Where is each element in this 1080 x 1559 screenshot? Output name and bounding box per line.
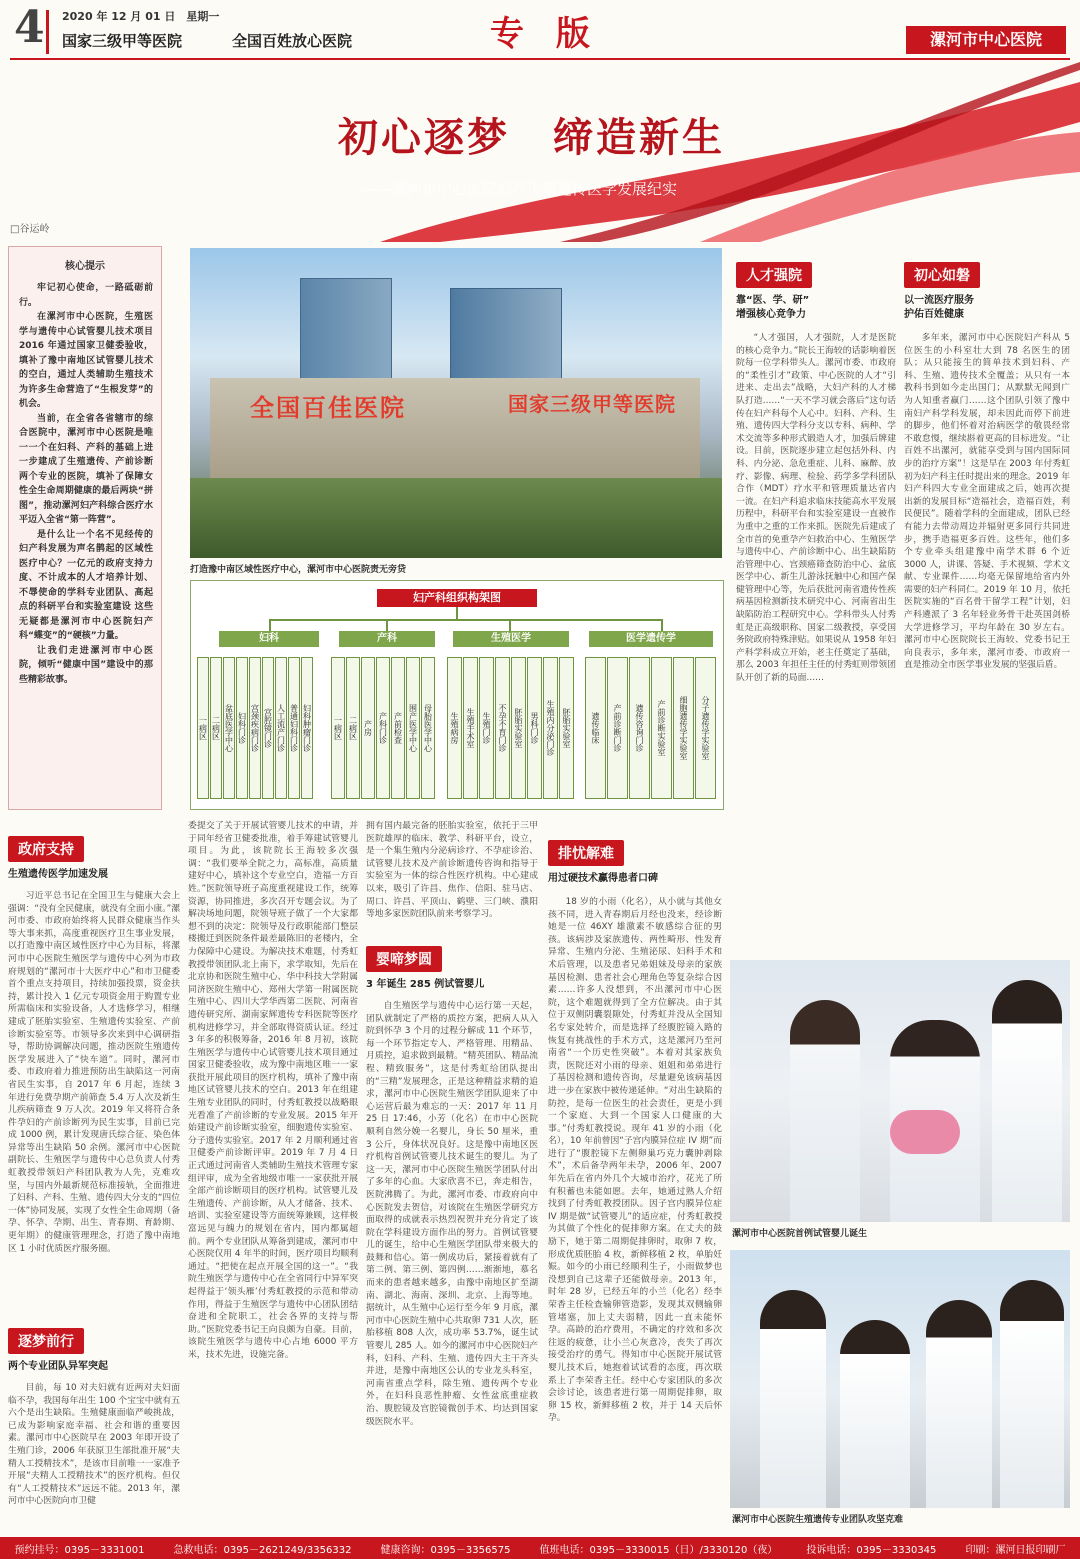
header-bar	[46, 10, 49, 54]
org-group-genetics: 医学遗传学	[589, 631, 713, 647]
doctor-2-figure	[840, 1320, 910, 1508]
org-leaf: 一病区	[197, 657, 209, 799]
issue-date: 2020 年 12 月 01 日 星期一	[62, 10, 220, 23]
origin-sub-2: 护佑百姓健康	[904, 309, 964, 320]
tips-text	[19, 281, 153, 687]
org-leaf: 不孕不育门诊	[495, 657, 510, 799]
author: □谷运岭	[10, 224, 50, 235]
worry-sub: 用过硬技术赢得患者口碑	[548, 873, 658, 884]
worry-para: 18 岁的小雨（化名），从小就与其他女孩不同，进入青春期后月经也没来，经诊断她是一位 46XY 雄激素不敏感综合征的男孩。该病涉及家族遗传、两性畸形、性发育异常、生殖内分泌、生殖泌尿、妇科手术和术后管理，以及患者兄弟姐妹及母亲的家族基因检测、患者社会心理角色等复杂综合因素……许多人没想到，不出漯河市中心医院，这个难题就得到了全方位解决。由于其位于双侧阴囊裂隙处，付秀虹并没从全国知名专家处转介，而是选择了经腹腔镜入路的恢复有挑战性的手术方式，这是漯河乃至河南省“一个历史性突破”。本着对其家族负责，医院还对小雨的母亲、姐姐和弟弟进行了基因检测和遗传咨询，尽量避免该病基因进一步在家族中被传递延伸。“对出生缺陷的防控，是每一位医生的社会责任，更是小到一个家庭、大到一个国家人口健康的大事。”付秀虹教授说。现年 41 岁的小雨（化名），10 年前曾因“子宫内膜异位症 IV 期”而进行了“腹腔镜下左侧卵巢巧克力囊肿剥除术”，术后备孕两年未孕，2006 年、2007 年先后在省内外几个大城市治疗，花光了所有积蓄也未能如愿。去年，她通过熟人介绍找到了付秀虹教授团队。因子宫内膜异位症 IV 期是做“试管婴儿”的适应症，付秀虹教授为其做了个性化的促排卵方案。在丈夫的鼓励下，她于第二周期促排卵时，取卵 7 枚，形成优质胚胎 4 枚，新鲜移植 2 枚，单胎妊娠。如今的小雨已经顺利生子，小雨做梦也没想到自己这辈子还能做母亲。2013 年，时年 28 岁，已经五年的小兰（化名）经李荣香主任检查输卵管造影，发现其双侧输卵管堵塞，加上丈夫弱精，因此一直未能怀孕。高龄的治疗费用，不确定的疗效和多次往返的疲惫，让小兰心灰意冷，丧失了再次接受治疗的勇气。得知市中心医院开展试管婴儿技术后，她抱着试试看的态度，再次联系上了李荣香主任。经中心专家团队的多次会诊讨论，该患者进行第一周期促排卵，取卵 15 枚，新鲜移植 2 枚，并于 14 天后怀孕。	[548, 897, 722, 1424]
baby-photo	[730, 960, 1070, 1222]
org-leaf: 产房	[361, 657, 375, 799]
talent-para: “人才强国，人才强院，人才是医院的核心竞争力。”院长王海较的话影响着医院每一位学科带头人。漯河市委、市政府的“柔性引才”政策、中心医院的人才“引进来、走出去”战略，大妇产科的人才梯队打造……“一天不学习就会落后”这句话传在妇产科每个人心中。妇科、产科、生殖、遗传四大学科分支以专科、病种、学术交流等多种形式锻造人才，加强后牌建设。目前，医院逐步建立起包括外科、内科、内分泌、急危重症、儿科、麻醉、放疗、影像、病理、检验、药学多学科团队合作（MDT）疗水平和管理质量达省内一流。在妇产科追求临床技能高水平发展历程中，科研平台和实验室建设一直被作为重中之重的工作来抓。医院先后建成了全市首的免重孕产妇救治中心、生殖医学与遗传中心、产前诊断中心、出生缺陷防治管理中心、宫颈癌筛查防治中心、盆底医学中心、新生儿游泳抚触中心和国产保健管理中心等，先后获批河南省遗传性疾病基因检测新技术研究中心、河南省出生缺陷防治工程研究中心。学科带头人付秀虹是正高级职称、国家二级教授，享受国务院政府特殊津贴。如果说从 1958 年妇产科学科成立开始，老主任奠定了基础，那么 2003 年担任主任的付秀虹则带领团队开创了新的局面……	[736, 333, 896, 684]
dream-tag: 逐梦前行	[8, 1328, 84, 1354]
core-tips-box	[8, 246, 162, 810]
origin-sub-1: 以一流医疗服务	[904, 295, 974, 306]
org-leaf: 人工流产门诊	[275, 657, 287, 799]
talent-text	[736, 332, 896, 854]
org-leaf: 宫颈疾病门诊	[249, 657, 261, 799]
org-leaf: 二病区	[210, 657, 222, 799]
org-group-obstetrics: 产科	[339, 631, 435, 647]
org-leaf: 分子遗传学实验室	[695, 657, 716, 799]
org-leaf: 宫腔镜门诊	[262, 657, 274, 799]
trees-foreground	[190, 478, 722, 558]
baby-tag: 婴啼梦圆	[366, 946, 442, 972]
org-group-reproductive: 生殖医学	[453, 631, 569, 647]
tips-para: 在漯河市中心医院，生殖医学与遗传中心试管婴儿技术项目 2016 年通过国家卫健委验收，填补了豫中南地区试管婴儿技术的空白，通过人类辅助生殖技术为许多生命营造了“生根发芽”的机会。	[19, 312, 153, 409]
worry-tag: 排忧解难	[548, 840, 624, 866]
photo2-caption: 漯河市中心医院首例试管婴儿诞生	[732, 1229, 868, 1239]
baby-sub: 3 年诞生 285 例试管婴儿	[366, 979, 485, 990]
tips-para: 让我们走进漯河市中心医院，倾听“健康中国”建设中的那些精彩故事。	[19, 645, 153, 685]
gov-para: 习近平总书记在全国卫生与健康大会上强调：“没有全民健康，就没有全面小康。”漯河市委、市政府始终将人民群众健康当作头等大事来抓，高度重视医疗卫生事业发展，以打造豫中南区域性医疗中心为目标，将漯河市中心医院生殖医学与遗传中心列为市政府规划的“漯河市十大医疗中心”和市卫健委首个重点支持项目，持续加强投票，资金扶持，累计投入 1 亿元专项资金用于购置专业所需临床和实验设备，人才选修学习，相继建成了胚胎实验室、生殖遗传实验室、产前诊断实验室等。市领导多次来到中心调研指导，帮助协调解决问题，推动医院生殖遗传医学发展进入了“快车道”。同时，漯河市委、市政府着力推进预防出生缺陷这一河南省民生实事，自 2017 年 6 月起，连续 3 年进行免费孕期产前筛查 5.4 万人次及新生儿疾病筛查 9 万人次。2019 年又将符合条件孕妇的产前诊断列为民生实事，目前已完成 1000 例，累计发现唐氏综合征、染色体异常等出生缺陷 50 余例。漯河市中心医院副院长、生殖医学与遗传中心总负责人付秀虹教授带领妇产科团队教为人先，克难攻坚，与国内外最新规范标准接轨，全面推进了妇科、产科、生殖、遗传四大分支的“四位一体”协同发展，实现了女性全生命周期（备孕、怀孕、孕期、出生、青春期、育龄期、更年期）的健康管理理念，打造了豫中南地区 1 小时优质医疗服务圈。	[8, 891, 180, 1254]
header-rule	[10, 58, 1070, 60]
org-connector	[269, 619, 271, 631]
tips-para: 当前，在全省各省辖市的综合医院中，漯河市中心医院是唯一一个在妇科、产科的基础上进一步建成了生殖遗传、产前诊断两个专业的医院，填补了保障女性全生命周期健康的最后两块“拼图”，推动漯河妇产科综合医疗水平迈入全省“第一阵营”。	[19, 413, 153, 525]
tips-para: 牢记初心使命，一路砥砺前行。	[19, 283, 153, 308]
page-header	[0, 0, 1080, 62]
footer-consult: 健康咨询：0395－3356575	[380, 1544, 511, 1556]
org-leaf: 盆底医学中心	[223, 657, 235, 799]
org-leaf: 产前诊断门诊	[607, 657, 628, 799]
page-number: 4	[14, 2, 45, 53]
footer-printer: 印刷：漯河日报印刷厂	[965, 1544, 1066, 1556]
section-title: 专 版	[490, 14, 600, 54]
hospital-photo	[190, 248, 722, 558]
gov-tag: 政府支持	[8, 836, 84, 862]
mid2-para: 拥有国内最完备的胚胎实验室，依托于三甲医院雄厚的临床、教学、科研平台，设立，是一个集生殖内分泌病诊疗、不孕症诊治、试管婴儿技术及产前诊断遗传咨询和指导于实验室为一体的综合性医疗机构。中心建成以来，吸引了许昌、焦作、信阳、驻马店、周口、许昌、平顶山、鹤壁、三门峡、濮阳等地多家医院团队前来考察学习。	[366, 821, 538, 920]
photo1-caption: 打造豫中南区域性医疗中心，漯河市中心医院责无旁贷	[190, 565, 407, 575]
org-leaf: 二病区	[346, 657, 360, 799]
doctor-3-figure	[926, 1300, 992, 1508]
org-connector	[456, 607, 458, 619]
slogan-1: 国家三级甲等医院	[62, 32, 183, 50]
worry-text	[548, 896, 722, 1536]
sub-title: ——漯河市中心医院妇产生殖遗传医学发展纪实	[362, 180, 678, 198]
footer-complaint: 投诉电话：0395－3330345	[806, 1544, 937, 1556]
dream-para: 目前，每 10 对夫妇就有近两对夫妇面临不孕，我国每年出生 100 个宝宝中就有五六个是出生缺陷。生殖健康面临严峻挑战，已成为影响家庭幸福、社会和谐的重要因素。漯河市中心医院早在 2003 年即开设了生殖门诊，2006 年获原卫生部批准开展“夫精人工授精技术”，是该市目前唯一一家准予开展“夫精人工授精技术”的医疗机构。但仅有“人工授精技术”远远不能。2013 年，漯河市中心医院向市卫健	[8, 1383, 180, 1507]
org-leaf: 生殖门诊	[479, 657, 494, 799]
gov-sub: 生殖遗传医学加速发展	[8, 869, 108, 880]
org-leaf: 母胎医学中心	[421, 657, 435, 799]
sign-right: 国家三级甲等医院	[508, 392, 676, 416]
nurse-figure	[790, 1000, 860, 1222]
origin-para: 多年来，漯河市中心医院妇产科从 5 位医生的小科室壮大到 78 名医生的团队；从只能接生的简单技术到妇科、产科、生殖、遗传技术全覆盖；从只有一本教科书到如今走出国门；从默默无闻到广为人知重者赢门……这个团队引领了豫中南妇产科学科发展，却未因此而停下前进的脚步，他们怀着对治病医学的敬畏经常不敢怠慢，继续斟着更高的目标进发。“让百姓不出漯河，就能享受到与国内国际同步的治疗方案”！这是早在 2003 年付秀虹初为妇产科主任时提出来的理念。2019 年妇产科四大专业全面建成之后，她再次提出新的发展目标“造福社会，造福百姓，利民便民”。随着学科的全面建成，团队已经有能力去带动周边并辐射更多同行共同进步，携手造福更多百姓。这些年，他们多个专业牵头组建豫中南学术群 6 个近 3000 人，讲课、答疑、手术视频、学术文献、专业课件……均毫无保留地给省内外需要的妇产科同仁。2019 年 10 月，依托医院实施的“百名骨干留学工程”计划，妇产科遴派了 3 名年轻业务骨干赴英国剑桥大学进修学习，平均年龄在 30 岁左右。漯河市中心医院院长王海较、党委书记王向良表示，多年来，漯河市委、市政府一直是推动全市医学事业发展的坚强后盾。	[904, 333, 1070, 671]
mid2-text	[366, 820, 538, 936]
mid2-section	[366, 820, 538, 1530]
brand-logo: 漯河市中心医院	[906, 26, 1066, 54]
mid1-para: 委提交了关于开展试管婴儿技术的申请，并于同年经省卫健委批准，着手筹建试管婴儿项目。为此，该院院长王海较多次强调：“我们要举全院之力，高标准，高质量建好中心，填补这个专业空白，造福一方百姓。”医院领导班子高度重视建设工作，统筹资源，协同推进，多次召开专题会议。为了解决场地问题，院领导班子做了一个大家都想不到的决定：院领导及行政职能部门整层楼搬迁到医院条件最差最陈旧的老楼内，全力保障中心建设。为解决技术难题，付秀虹教授带领团队北上南下，求学取知，先后在北京协和医院生殖中心、华中科技大学附属同济医院生殖中心、郑州大学第一附属医院生殖中心、四川大学华西第二医院、河南省遗传研究所、湖南家辉遗传专科医院等医疗机构进修学习，并全部取得资质认证。经过 3 年多的积极筹备，2016 年 8 月初，该院生殖医学与遗传中心试管婴儿技术项目通过国家卫健委验收，成为豫中南地区唯一一家获批开展此项目的医疗机构，填补了豫中南地区试管婴儿技术的空白。2013 年在组建生殖专业团队的同时，付秀虹教授以战略眼光看准了产前诊断的专业发展。2015 年开始建设产前诊断实验室，细胞遗传实验室、分子遗传实验室。2017 年 2 月顺利通过省卫健委产前诊断评审。2019 年 7 月 4 日正式通过河南省人类辅助生殖技术管理专家组评审，成为全省地级市唯一一家获批开展全部产前诊断项目的医疗机构。试管婴儿及生殖遗传、产前诊断，从人才储备、技术、培训、实验室建设等方面统筹兼顾，这样极富远见与魄力的规划在省内，国内都属超前。两个专业团队从筹备到建成，漯河市中心医院仅用 4 年半的时间，医疗项目均顺利通过。“把使在起点开展全国的这一”。“我院生殖医学与遗传中心在全省同行中异军突起得益于‘领头雁’付秀虹教授的示范和带动作用，得益于生殖医学与遗传中心团队团结奋进和全院职工，社会各界的支持与帮助。”医院党委书记王向良颇为自豪。目前，该院生殖医学与遗传中心占地 6000 平方米，技术先进，设施完备。	[188, 821, 358, 1360]
footer-bar	[0, 1537, 1080, 1559]
talent-section	[736, 262, 896, 854]
slogan-2: 全国百姓放心医院	[232, 32, 353, 50]
org-connector	[661, 619, 663, 631]
org-chart	[190, 580, 724, 810]
title-banner	[0, 62, 1080, 242]
origin-section	[904, 262, 1070, 1021]
org-leaf: 一病区	[331, 657, 345, 799]
baby-para: 自生殖医学与遗传中心运行第一天起，团队就制定了严格的质控方案，把病人从入院到怀孕 3 个月的过程分解成 11 个环节，每一个环节指定专人、严格管理、用精品、月质控，追求做到最精。“精英团队、精品流程、精致服务”，这是付秀虹给团队提出的“三精”发展理念，正是这种精益求精的追求，漯河市中心医院生殖医学团队迎来了中心运营后最为难忘的一天：2017 年 11 月 25 日 17:46，小芳（化名）在市中心医院顺利自然分娩一名婴儿，身长 50 厘米，重 3 公斤，身体状况良好。这是豫中南地区医疗机构首例试管婴儿技术诞生的婴儿。为了这一天，漯河市中心医院生殖医学团队付出了多年的心血。大家欣喜不已，奔走相告，医院沸腾了。为此，漯河市委、市政府向中心医院发去贺信，对该院在生殖医学研究方面取得的成就表示热烈祝贺并充分肯定了该院在学科建设方面作出的努力。首例试管婴儿的诞生，给中心生殖医学团队带来极大的鼓舞和信心。第一例成功后，紧接着就有了第二例、第三例、第四例……渐渐地，慕名而来的患者越来越多，由豫中南地区扩至湖南、湖北、海南、深圳、北京、上海等地。据统计，从生殖中心运行至今年 9 月底，漯河市中心医院生殖中心共取卵 731 人次，胚胎移植 808 人次，成功率 53.7%，诞生试管婴儿 285 人。如今的漯河市中心医院妇产科，妇科、产科、生殖、遗传四大主干齐头并进，是豫中南地区公认的专业龙头科室，河南省重点学科，除生殖、遗传两个专业外，在妇科良恶性肿瘤、女性盆底重症救治、腹腔镜及宫腔镜微创手术、均达到国家级医院水平。	[366, 1001, 538, 1427]
team-photo	[730, 1250, 1070, 1508]
doctor-figure	[992, 980, 1062, 1222]
gov-section	[8, 836, 180, 1338]
org-leaf: 普通妇科门诊	[288, 657, 300, 799]
talent-sub-1: 靠“医、学、研”	[736, 295, 810, 306]
mid1-text	[188, 820, 358, 1532]
org-chart-title: 妇产科组织构架图	[377, 589, 537, 607]
org-leaf: 生殖手术室	[463, 657, 478, 799]
talent-tag: 人才强院	[736, 262, 812, 288]
org-connector	[509, 619, 511, 631]
org-leaf: 生殖病房	[447, 657, 462, 799]
org-leaf: 妇科肿瘤门诊	[301, 657, 313, 799]
baby-bundle	[890, 1110, 960, 1154]
footer-emergency: 急救电话：0395－2621249/3356332	[173, 1544, 352, 1556]
footer-duty: 值班电话：0395－3330015（日）/3330120（夜）	[539, 1544, 778, 1556]
dream-text	[8, 1382, 180, 1542]
org-connector	[386, 619, 388, 631]
talent-sub-2: 增强核心竞争力	[736, 309, 806, 320]
org-leaf: 胚胎实验室	[559, 657, 574, 799]
tips-label: 核心提示	[65, 261, 105, 272]
org-leaf: 胚胎实验室	[511, 657, 526, 799]
org-leaf: 围产医学中心	[406, 657, 420, 799]
origin-tag: 初心如磐	[904, 262, 980, 288]
gov-text	[8, 890, 180, 1338]
tips-para: 是什么让一个名不见经传的妇产科发展为声名鹊起的区域性医疗中心？一亿元的政府支持力度、不计成本的人才培养计划、不辱使命的学科专业团队、高起点的科研平台和实验室建设 这些无疑都是漯河市中心医院妇产科“蝶变”的“硬核”力量。	[19, 529, 153, 641]
org-leaf: 遗传临床	[585, 657, 606, 799]
org-connector	[269, 619, 661, 621]
baby-text	[366, 1000, 538, 1530]
doctor-4-figure	[1000, 1280, 1064, 1508]
org-group-gynecology: 妇科	[219, 631, 319, 647]
org-leaf: 妇科门诊	[236, 657, 248, 799]
org-leaf: 遗传咨询门诊	[629, 657, 650, 799]
worry-section	[548, 840, 722, 1536]
origin-text	[904, 332, 1070, 1002]
footer-appointment: 预约挂号：0395－3331001	[14, 1544, 145, 1556]
photo3-caption: 漯河市中心医院生殖遗传专业团队攻坚克难	[732, 1515, 904, 1525]
dream-sub: 两个专业团队异军突起	[8, 1361, 108, 1372]
org-leaf: 生殖内分泌门诊	[543, 657, 558, 799]
org-leaf: 产前检查	[391, 657, 405, 799]
main-title: 初心逐梦 缔造新生	[338, 114, 725, 161]
org-leaf: 产前诊断实验室	[651, 657, 672, 799]
org-leaf: 产科门诊	[376, 657, 390, 799]
org-leaf: 男科门诊	[527, 657, 542, 799]
dream-section	[8, 1328, 180, 1542]
doctor-1-figure	[760, 1290, 826, 1508]
org-leaf: 细胞遗传学实验室	[673, 657, 694, 799]
sign-left: 全国百佳医院	[250, 394, 406, 422]
